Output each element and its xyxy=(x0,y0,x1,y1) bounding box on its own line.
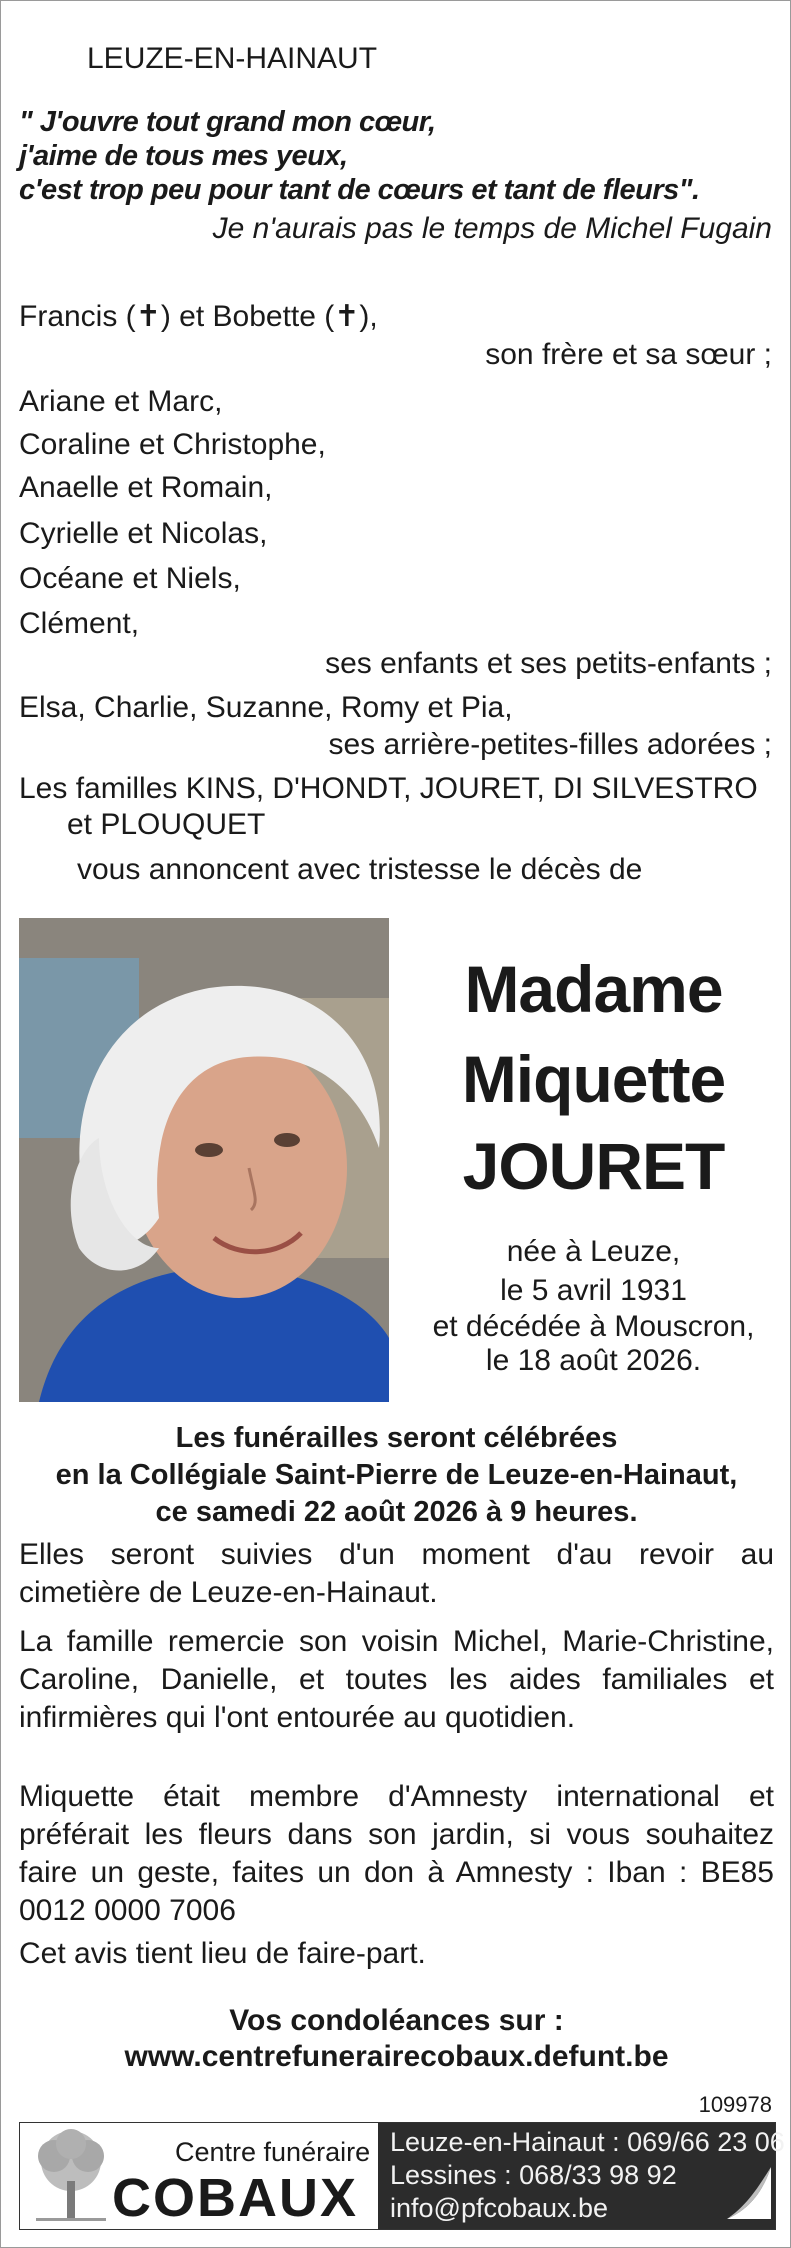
paragraph-burial: Elles seront suivies d'un moment d'au revoir au cimetière de Leuze-en-Hainaut. xyxy=(19,1538,774,1609)
portrait-photo xyxy=(19,918,389,1402)
great-grandchildren-role: ses arrière-petites-filles adorées ; xyxy=(328,728,772,761)
cross-icon: ✝ xyxy=(334,300,360,333)
child-6: Clément, xyxy=(19,607,140,640)
funeral-line-3: ce samedi 22 août 2026 à 9 heures. xyxy=(155,1496,638,1528)
quote-line-2: j'aime de tous mes yeux, xyxy=(19,140,348,172)
brand-name: COBAUX xyxy=(112,2168,359,2228)
deceased-last-name: JOURET xyxy=(462,1129,725,1203)
quote-line-3: c'est trop peu pour tant de cœurs et tant de fleurs". xyxy=(19,174,700,206)
funeral-line-1: Les funérailles seront célébrées xyxy=(175,1422,618,1454)
contact-block xyxy=(378,2123,785,2229)
died-date: le 18 août 2026. xyxy=(485,1344,702,1377)
portrait-illustration xyxy=(19,918,389,1402)
page-curl-icon xyxy=(727,2167,771,2219)
child-4: Cyrielle et Nicolas, xyxy=(19,517,268,550)
died-place: et décédée à Mouscron, xyxy=(432,1310,755,1343)
deceased-title: Madame xyxy=(464,952,723,1026)
quote-author: Je n'aurais pas le temps de Michel Fugain xyxy=(212,212,772,245)
location-header: LEUZE-EN-HAINAUT xyxy=(87,42,378,75)
condolences-label: Vos condoléances sur : xyxy=(229,2004,564,2037)
cross-icon: ✝ xyxy=(135,300,161,333)
announce-line: vous annoncent avec tristesse le décès de xyxy=(77,853,643,886)
siblings-role: son frère et sa sœur ; xyxy=(485,338,772,371)
born-place: née à Leuze, xyxy=(506,1235,681,1268)
children-role: ses enfants et ses petits-enfants ; xyxy=(325,647,772,680)
families-line-2: et PLOUQUET xyxy=(67,808,266,841)
great-grandchildren: Elsa, Charlie, Suzanne, Romy et Pia, xyxy=(19,691,513,724)
quote-line-1: " J'ouvre tout grand mon cœur, xyxy=(19,106,436,138)
brand-subtitle: Centre funéraire xyxy=(175,2137,371,2167)
reference-number: 109978 xyxy=(698,2092,772,2117)
contact-email[interactable]: info@pfcobaux.be xyxy=(390,2193,609,2223)
tree-logo-icon xyxy=(26,2126,116,2226)
condolences-url[interactable]: www.centrefunerairecobaux.defunt.be xyxy=(124,2040,669,2073)
born-date: le 5 avril 1931 xyxy=(500,1274,687,1307)
paragraph-thanks: La famille remercie son voisin Michel, Marie-Christine, Caroline, Danielle, et toutes les aides familiales et infirmières qui l'ont entourée au quotidien. xyxy=(19,1625,774,1734)
contact-leuze: Leuze-en-Hainaut : 069/66 23 06 xyxy=(390,2127,785,2157)
child-3: Anaelle et Romain, xyxy=(19,471,273,504)
child-1: Ariane et Marc, xyxy=(19,385,223,418)
paragraph-amnesty: Miquette était membre d'Amnesty international et préférait les fleurs dans son jardin, si vous souhaitez faire un geste, faites un don à Amnesty : Iban : BE85 0012 0000 7006 xyxy=(19,1780,774,1927)
child-2: Coraline et Christophe, xyxy=(19,428,326,461)
paragraph-notice: Cet avis tient lieu de faire-part. xyxy=(19,1937,426,1970)
funeral-home-brand xyxy=(20,2123,378,2229)
deceased-first-name: Miquette xyxy=(461,1042,726,1116)
siblings-line: Francis (✝) et Bobette (✝), xyxy=(19,300,378,333)
contact-lessines: Lessines : 068/33 98 92 xyxy=(390,2160,677,2190)
child-5: Océane et Niels, xyxy=(19,562,241,595)
families-line-1: Les familles KINS, D'HONDT, JOURET, DI SILVESTRO xyxy=(19,772,758,805)
funeral-home-footer xyxy=(19,2122,785,2230)
funeral-line-2: en la Collégiale Saint-Pierre de Leuze-en-Hainaut, xyxy=(55,1459,738,1491)
